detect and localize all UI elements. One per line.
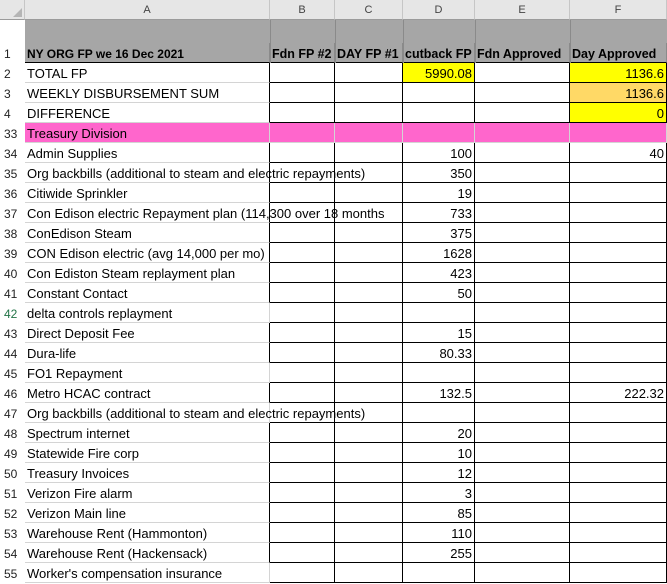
cell-b[interactable]: [270, 303, 335, 323]
cell-e[interactable]: [475, 263, 570, 283]
cell-d[interactable]: 85: [403, 503, 475, 523]
cell-c[interactable]: [335, 563, 403, 583]
cell-b[interactable]: [270, 143, 335, 163]
cell-e[interactable]: [475, 363, 570, 383]
cell-a[interactable]: WEEKLY DISBURSEMENT SUM: [25, 83, 270, 103]
table-row: [0, 383, 667, 403]
cell-e[interactable]: [475, 343, 570, 363]
cell-a[interactable]: Statewide Fire corp: [25, 443, 270, 463]
cell-b[interactable]: [270, 383, 335, 403]
row-number[interactable]: 50: [4, 467, 18, 481]
column-header-d[interactable]: D: [403, 0, 475, 20]
cell-a[interactable]: Org backbills (additional to steam and electric repayments): [25, 163, 270, 183]
row-number[interactable]: 42: [4, 307, 18, 321]
table-row: [0, 83, 667, 103]
cell-f[interactable]: [570, 283, 667, 303]
cell-b[interactable]: [270, 63, 335, 83]
row-number[interactable]: 37: [4, 207, 18, 221]
cell-e[interactable]: [475, 183, 570, 203]
cell-c[interactable]: [335, 523, 403, 543]
cell-f[interactable]: [570, 303, 667, 323]
cell-a[interactable]: Org backbills (additional to steam and electric repayments): [25, 403, 270, 423]
cell-f[interactable]: 0: [570, 103, 667, 123]
cell-f[interactable]: 1136.6: [570, 63, 667, 83]
cell-c[interactable]: [335, 503, 403, 523]
cell-e[interactable]: [475, 303, 570, 323]
table-row: [0, 163, 667, 183]
cell-c[interactable]: [335, 243, 403, 263]
cell-d[interactable]: [403, 83, 475, 103]
cell-a[interactable]: Verizon Fire alarm: [25, 483, 270, 503]
cell-f[interactable]: [570, 263, 667, 283]
cell-a[interactable]: Citiwide Sprinkler: [25, 183, 270, 203]
cell-d[interactable]: [403, 103, 475, 123]
cell-b[interactable]: [270, 403, 335, 423]
cell-d[interactable]: 20: [403, 423, 475, 443]
cell-f[interactable]: [570, 323, 667, 343]
select-all-corner[interactable]: [0, 0, 25, 20]
cell-a[interactable]: Treasury Invoices: [25, 463, 270, 483]
cell-f[interactable]: 1136.6: [570, 83, 667, 103]
cell-d[interactable]: [403, 563, 475, 583]
cell-c[interactable]: [335, 463, 403, 483]
cell-f[interactable]: [570, 243, 667, 263]
table-row: [0, 423, 667, 443]
cell-c[interactable]: [335, 443, 403, 463]
cell-c[interactable]: [335, 343, 403, 363]
cell-c[interactable]: [335, 483, 403, 503]
cell-d[interactable]: 19: [403, 183, 475, 203]
cell-b[interactable]: [270, 243, 335, 263]
cell-d[interactable]: 110: [403, 523, 475, 543]
table-row: [0, 343, 667, 363]
table-row: [0, 63, 667, 83]
cell-a[interactable]: Spectrum internet: [25, 423, 270, 443]
cell-d[interactable]: 12: [403, 463, 475, 483]
table-row: [0, 103, 667, 123]
cell-e[interactable]: [475, 323, 570, 343]
cell-a[interactable]: Con Edison electric Repayment plan (114,300 over 18 months: [25, 203, 270, 223]
table-row: [0, 183, 667, 203]
cell-c[interactable]: [335, 143, 403, 163]
cell-e[interactable]: [475, 103, 570, 123]
cell-c[interactable]: [335, 183, 403, 203]
cell-c[interactable]: [335, 303, 403, 323]
table-row: [0, 363, 667, 383]
column-header-f[interactable]: F: [570, 0, 667, 20]
cell-f[interactable]: [570, 163, 667, 183]
table-row: [0, 443, 667, 463]
cell-e[interactable]: [475, 483, 570, 503]
cell-a[interactable]: Constant Contact: [25, 283, 270, 303]
cell-d[interactable]: 1628: [403, 243, 475, 263]
cell-c[interactable]: [335, 103, 403, 123]
divider: [403, 20, 404, 63]
cell-d[interactable]: [403, 303, 475, 323]
cell-b[interactable]: [270, 103, 335, 123]
cell-b[interactable]: [270, 543, 335, 563]
table-row: [0, 203, 667, 223]
row-number[interactable]: 2: [4, 67, 11, 81]
cell-f[interactable]: [570, 503, 667, 523]
cell-b[interactable]: [270, 443, 335, 463]
cell-f[interactable]: [570, 363, 667, 383]
cell-f[interactable]: [570, 203, 667, 223]
row-number[interactable]: 52: [4, 507, 18, 521]
cell-e[interactable]: [475, 143, 570, 163]
cell-c[interactable]: [335, 283, 403, 303]
cell-b[interactable]: [270, 483, 335, 503]
cell-d[interactable]: 132.5: [403, 383, 475, 403]
row-number[interactable]: 48: [4, 427, 18, 441]
cell-b[interactable]: [270, 343, 335, 363]
cell-title[interactable]: NY ORG FP we 16 Dec 2021: [25, 43, 270, 63]
cell-b[interactable]: [270, 83, 335, 103]
cell-e[interactable]: [475, 563, 570, 583]
cell-b[interactable]: [270, 323, 335, 343]
cell-f[interactable]: [570, 463, 667, 483]
column-header-c[interactable]: C: [335, 0, 403, 20]
cell-a[interactable]: CON Edison electric (avg 14,000 per mo): [25, 243, 270, 263]
table-row: [0, 503, 667, 523]
cell-e[interactable]: [475, 543, 570, 563]
divider: [570, 20, 571, 63]
cell-d[interactable]: 80.33: [403, 343, 475, 363]
cell-a[interactable]: Admin Supplies: [25, 143, 270, 163]
cell-e[interactable]: [475, 243, 570, 263]
cell-d[interactable]: [403, 403, 475, 423]
cell-e[interactable]: [475, 443, 570, 463]
column-header-e[interactable]: E: [475, 0, 570, 20]
row-number[interactable]: 3: [4, 87, 11, 101]
cell-a[interactable]: Worker's compensation insurance: [25, 563, 270, 583]
cell-e[interactable]: [475, 83, 570, 103]
row-number[interactable]: 34: [4, 147, 18, 161]
cell-e[interactable]: [475, 423, 570, 443]
cell-f[interactable]: [570, 543, 667, 563]
cell-c[interactable]: [335, 423, 403, 443]
cell-d[interactable]: 423: [403, 263, 475, 283]
cell-d[interactable]: 10: [403, 443, 475, 463]
cell-b[interactable]: [270, 223, 335, 243]
cell-header-day-fp1[interactable]: DAY FP #1: [335, 43, 403, 63]
cell-e[interactable]: [475, 523, 570, 543]
table-row: [0, 303, 667, 323]
table-row: [0, 403, 667, 423]
table-row: [0, 223, 667, 243]
cell-e[interactable]: [475, 63, 570, 83]
table-row: [0, 463, 667, 483]
row-number[interactable]: 35: [4, 167, 18, 181]
cell-c[interactable]: [335, 203, 403, 223]
cell-c[interactable]: [335, 163, 403, 183]
cell-e[interactable]: [475, 223, 570, 243]
cell-c[interactable]: [335, 63, 403, 83]
cell-c[interactable]: [335, 83, 403, 103]
cell-b[interactable]: [270, 363, 335, 383]
table-row: [0, 483, 667, 503]
cell-a[interactable]: TOTAL FP: [25, 63, 270, 83]
table-row: [0, 123, 667, 143]
table-row: [0, 523, 667, 543]
row-number[interactable]: 53: [4, 527, 18, 541]
cell-e[interactable]: [475, 203, 570, 223]
cell-c[interactable]: [335, 383, 403, 403]
cell-c[interactable]: [335, 123, 403, 143]
table-row: [0, 543, 667, 563]
row-number[interactable]: 40: [4, 267, 18, 281]
header-row: [0, 43, 667, 63]
cell-f[interactable]: 40: [570, 143, 667, 163]
row-number[interactable]: 54: [4, 547, 18, 561]
divider: [335, 20, 336, 63]
cell-a[interactable]: Con Ediston Steam replayment plan: [25, 263, 270, 283]
row-number[interactable]: 39: [4, 247, 18, 261]
cell-f[interactable]: [570, 123, 667, 143]
table-row: [0, 263, 667, 283]
table-row: [0, 143, 667, 163]
cell-d[interactable]: 5990.08: [403, 63, 475, 83]
column-header-a[interactable]: A: [25, 0, 270, 20]
cell-c[interactable]: [335, 223, 403, 243]
cell-f[interactable]: [570, 343, 667, 363]
table-row: [0, 563, 667, 583]
row-number[interactable]: 44: [4, 347, 18, 361]
divider: [475, 20, 476, 63]
cell-f[interactable]: [570, 483, 667, 503]
cell-b[interactable]: [270, 503, 335, 523]
cell-header-fdn-approved[interactable]: Fdn Approved: [475, 43, 570, 63]
cell-header-cutback-fp[interactable]: cutback FP: [403, 43, 475, 63]
row-number[interactable]: 33: [4, 127, 18, 141]
cell-b[interactable]: [270, 463, 335, 483]
cell-e[interactable]: [475, 123, 570, 143]
cell-f[interactable]: [570, 403, 667, 423]
cell-a[interactable]: FO1 Repayment: [25, 363, 270, 383]
cell-f[interactable]: [570, 523, 667, 543]
cell-b[interactable]: [270, 563, 335, 583]
cell-d[interactable]: 375: [403, 223, 475, 243]
cell-f[interactable]: [570, 183, 667, 203]
row-number[interactable]: 43: [4, 327, 18, 341]
cell-f[interactable]: [570, 563, 667, 583]
cell-d[interactable]: 350: [403, 163, 475, 183]
row-number[interactable]: 38: [4, 227, 18, 241]
cell-f[interactable]: [570, 423, 667, 443]
cell-header-day-approved[interactable]: Day Approved: [570, 43, 667, 63]
cell-a[interactable]: ConEdison Steam: [25, 223, 270, 243]
cell-d[interactable]: 100: [403, 143, 475, 163]
cell-e[interactable]: [475, 463, 570, 483]
cell-b[interactable]: [270, 163, 335, 183]
cell-b[interactable]: [270, 123, 335, 143]
row-number[interactable]: 45: [4, 367, 18, 381]
cell-d[interactable]: 255: [403, 543, 475, 563]
table-row: [0, 283, 667, 303]
column-header-b[interactable]: B: [270, 0, 335, 20]
cell-b[interactable]: [270, 523, 335, 543]
cell-b[interactable]: [270, 203, 335, 223]
cell-f[interactable]: [570, 223, 667, 243]
cell-a[interactable]: Metro HCAC contract: [25, 383, 270, 403]
row-number[interactable]: 46: [4, 387, 18, 401]
cell-e[interactable]: [475, 403, 570, 423]
cell-d[interactable]: 3: [403, 483, 475, 503]
cell-b[interactable]: [270, 283, 335, 303]
row-number[interactable]: 49: [4, 447, 18, 461]
cell-d[interactable]: [403, 123, 475, 143]
divider: [270, 20, 271, 63]
row-number[interactable]: 51: [4, 487, 18, 501]
cell-a[interactable]: Direct Deposit Fee: [25, 323, 270, 343]
cell-c[interactable]: [335, 543, 403, 563]
cell-b[interactable]: [270, 263, 335, 283]
row-number[interactable]: 1: [4, 47, 11, 61]
cell-a[interactable]: delta controls replayment: [25, 303, 270, 323]
row-number[interactable]: 36: [4, 187, 18, 201]
cell-a[interactable]: Warehouse Rent (Hackensack): [25, 543, 270, 563]
row-number[interactable]: 55: [4, 567, 18, 581]
cell-d[interactable]: 15: [403, 323, 475, 343]
cell-a[interactable]: Verizon Main line: [25, 503, 270, 523]
table-row: [0, 243, 667, 263]
cell-a[interactable]: Warehouse Rent (Hammonton): [25, 523, 270, 543]
cell-e[interactable]: [475, 283, 570, 303]
cell-b[interactable]: [270, 423, 335, 443]
cell-d[interactable]: 733: [403, 203, 475, 223]
table-row: [0, 323, 667, 343]
row-number[interactable]: 47: [4, 407, 18, 421]
cell-d[interactable]: 50: [403, 283, 475, 303]
cell-a[interactable]: DIFFERENCE: [25, 103, 270, 123]
cell-f[interactable]: 222.32: [570, 383, 667, 403]
cell-a[interactable]: Dura-life: [25, 343, 270, 363]
row-number[interactable]: 41: [4, 287, 18, 301]
cell-c[interactable]: [335, 403, 403, 423]
cell-c[interactable]: [335, 323, 403, 343]
cell-c[interactable]: [335, 263, 403, 283]
row-number[interactable]: 4: [4, 107, 11, 121]
cell-c[interactable]: [335, 363, 403, 383]
cell-header-fdn-fp2[interactable]: Fdn FP #2: [270, 43, 335, 63]
cell-a[interactable]: Treasury Division: [25, 123, 270, 143]
cell-d[interactable]: [403, 363, 475, 383]
cell-b[interactable]: [270, 183, 335, 203]
cell-e[interactable]: [475, 503, 570, 523]
cell-e[interactable]: [475, 163, 570, 183]
cell-f[interactable]: [570, 443, 667, 463]
cell-e[interactable]: [475, 383, 570, 403]
